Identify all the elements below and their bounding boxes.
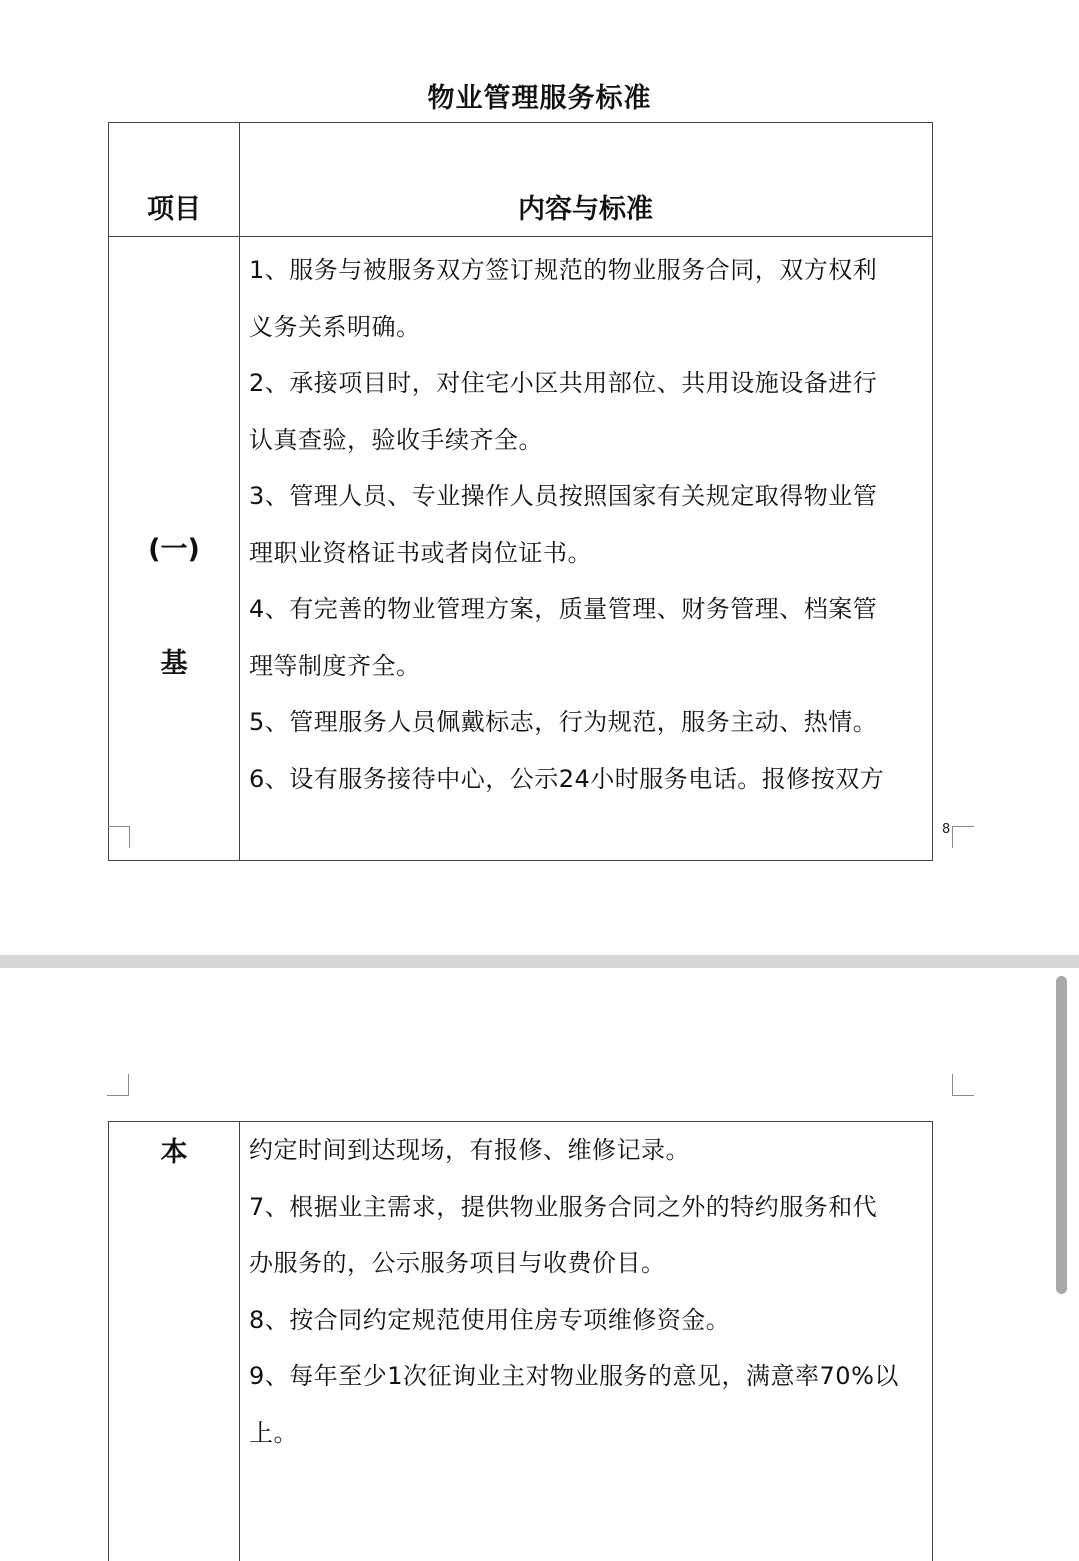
page-number: 8 xyxy=(942,822,951,837)
category-char: 基 xyxy=(160,648,188,679)
table-header-item: 项目 xyxy=(147,194,201,225)
category-char: 本 xyxy=(160,1137,188,1168)
content-line: 上。 xyxy=(249,1418,298,1447)
content-line: 理等制度齐全。 xyxy=(249,651,421,680)
document-title: 物业管理服务标准 xyxy=(427,83,652,114)
margin-corner-mark xyxy=(107,1074,129,1096)
content-line: 6、设有服务接待中心，公示24小时服务电话。报修按双方 xyxy=(249,764,885,793)
content-line: 2、承接项目时，对住宅小区共用部位、共用设施设备进行 xyxy=(249,369,878,397)
content-line: 理职业资格证书或者岗位证书。 xyxy=(249,538,592,567)
content-line: 3、管理人员、专业操作人员按照国家有关规定取得物业管 xyxy=(249,482,878,510)
table-header-content: 内容与标准 xyxy=(518,194,653,225)
standards-table-part-1 xyxy=(108,122,933,861)
document-page-2 xyxy=(0,968,1079,1545)
content-line: 5、管理服务人员佩戴标志，行为规范，服务主动、热情。 xyxy=(249,708,878,736)
content-line: 1、服务与被服务双方签订规范的物业服务合同，双方权利 xyxy=(249,256,878,284)
content-line: 义务关系明确。 xyxy=(249,312,421,341)
content-line: 认真查验，验收手续齐全。 xyxy=(249,425,543,454)
margin-corner-mark xyxy=(108,826,130,848)
content-line: 办服务的，公示服务项目与收费价目。 xyxy=(249,1249,666,1277)
page-separator xyxy=(0,955,1079,968)
content-line: 7、根据业主需求，提供物业服务合同之外的特约服务和代 xyxy=(249,1192,878,1221)
content-line: 4、有完善的物业管理方案，质量管理、财务管理、档案管 xyxy=(249,595,878,623)
content-line: 9、每年至少1次征询业主对物业服务的意见，满意率70%以 xyxy=(249,1362,899,1390)
category-char: (一) xyxy=(148,534,200,565)
content-line: 约定时间到达现场，有报修、维修记录。 xyxy=(249,1136,690,1164)
content-cell xyxy=(249,1122,925,1461)
vertical-scrollbar[interactable] xyxy=(1056,976,1067,1294)
content-line: 8、按合同约定规范使用住房专项维修资金。 xyxy=(249,1305,731,1334)
margin-corner-mark xyxy=(952,1074,974,1096)
content-cell xyxy=(249,242,925,807)
margin-corner-mark xyxy=(952,826,974,848)
standards-table-part-2 xyxy=(108,1121,933,1561)
